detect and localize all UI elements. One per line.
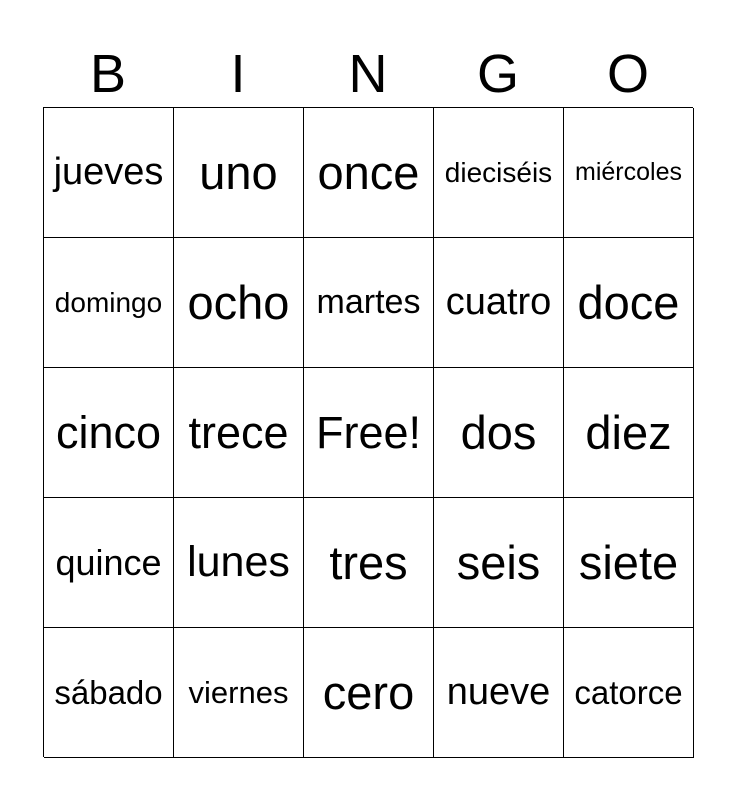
- bingo-board: [43, 107, 693, 757]
- bingo-cell-r5-c2[interactable]: [174, 628, 304, 758]
- bingo-cell-r4-c2[interactable]: [174, 498, 304, 628]
- cell-label: dieciséis: [444, 156, 553, 188]
- bingo-cell-r3-c4[interactable]: [434, 368, 564, 498]
- bingo-header: [43, 40, 693, 108]
- cell-label: catorce: [574, 673, 683, 711]
- header-letter-n: N: [348, 44, 388, 104]
- cell-label: seis: [456, 536, 541, 589]
- bingo-cell-r5-c1[interactable]: [44, 628, 174, 758]
- cell-label: quince: [55, 541, 162, 583]
- bingo-cell-r4-c3[interactable]: [304, 498, 434, 628]
- bingo-cell-r2-c5[interactable]: [564, 238, 694, 368]
- bingo-cell-r5-c5[interactable]: [564, 628, 694, 758]
- cell-label: sábado: [54, 673, 163, 711]
- cell-label: lunes: [187, 538, 290, 586]
- bingo-cell-r1-c4[interactable]: [434, 108, 564, 238]
- bingo-cell-r1-c5[interactable]: [564, 108, 694, 238]
- bingo-cell-r3-c1[interactable]: [44, 368, 174, 498]
- cell-label: trece: [188, 406, 289, 458]
- header-letter-b: B: [89, 44, 127, 104]
- cell-label: uno: [199, 146, 278, 199]
- header-letter-i: I: [230, 44, 246, 104]
- cell-label: cero: [322, 666, 415, 719]
- bingo-cell-r2-c2[interactable]: [174, 238, 304, 368]
- header-letter-o: O: [606, 44, 649, 104]
- cell-label: once: [317, 146, 420, 199]
- bingo-cell-r5-c4[interactable]: [434, 628, 564, 758]
- bingo-cell-r2-c3[interactable]: [304, 238, 434, 368]
- bingo-cell-r3-c5[interactable]: [564, 368, 694, 498]
- bingo-cell-r1-c2[interactable]: [174, 108, 304, 238]
- cell-label: ocho: [187, 276, 290, 329]
- bingo-cell-r4-c5[interactable]: [564, 498, 694, 628]
- cell-label: miércoles: [575, 158, 682, 186]
- cell-label: nueve: [446, 671, 551, 713]
- cell-label: doce: [577, 276, 680, 329]
- bingo-cell-r2-c1[interactable]: [44, 238, 174, 368]
- cell-label: siete: [578, 536, 679, 589]
- cell-label: cuatro: [445, 281, 552, 323]
- cell-label: tres: [329, 536, 408, 589]
- cell-label: viernes: [188, 674, 289, 710]
- cell-label: Free!: [315, 406, 422, 458]
- bingo-cell-r5-c3[interactable]: [304, 628, 434, 758]
- bingo-cell-r3-c2[interactable]: [174, 368, 304, 498]
- cell-label: domingo: [54, 286, 163, 318]
- cell-label: diez: [585, 406, 672, 459]
- bingo-cell-r4-c4[interactable]: [434, 498, 564, 628]
- cell-label: jueves: [53, 151, 164, 193]
- bingo-cell-r4-c1[interactable]: [44, 498, 174, 628]
- header-letter-g: G: [476, 44, 519, 104]
- cell-label: cinco: [55, 406, 162, 458]
- bingo-cell-r2-c4[interactable]: [434, 238, 564, 368]
- bingo-cell-r1-c1[interactable]: [44, 108, 174, 238]
- cell-label: dos: [460, 406, 537, 459]
- cell-label: martes: [316, 283, 421, 321]
- bingo-cell-r1-c3[interactable]: [304, 108, 434, 238]
- bingo-cell-r3-c3[interactable]: [304, 368, 434, 498]
